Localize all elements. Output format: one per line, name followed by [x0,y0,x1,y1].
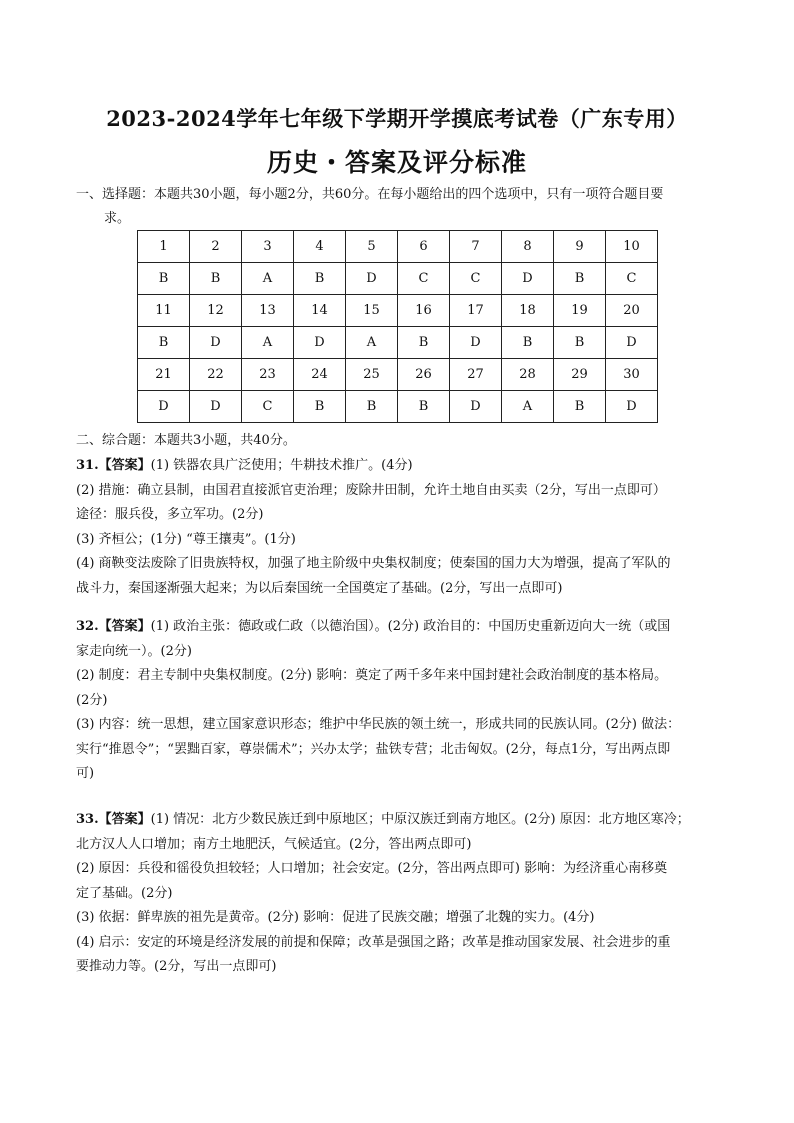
answer-letter-cell: D [190,391,242,423]
question-number-cell: 8 [502,231,554,263]
answer-letter-cell: B [138,327,190,359]
question-number-cell: 9 [554,231,606,263]
q33-line-2: 北方汉人人口增加；南方土地肥沃，气候适宜。(2分，答出两点即可) [76,836,472,852]
question-number-cell: 24 [294,359,346,391]
answer-letter-cell: B [554,391,606,423]
question-number-cell: 28 [502,359,554,391]
q33-line-5: (3) 依据：鲜卑族的祖先是黄帝。(2分) 影响：促进了民族交融；增强了北魏的实力。(4分) [76,910,595,925]
question-number-cell: 23 [242,359,294,391]
question-number-cell: 29 [554,359,606,391]
q32-line-7: 可) [76,766,95,781]
question-number-cell: 5 [346,231,398,263]
q32-line-5: (3) 内容：统一思想，建立国家意识形态；维护中华民族的领土统一，形成共同的民族认同。(2分) 做法： [76,717,681,732]
answer-letter-row [138,327,658,359]
answer-letter-cell: B [138,263,190,295]
answer-letter-cell: B [294,391,346,423]
answer-letter-cell: D [606,391,658,423]
answer-letter-cell: B [346,391,398,423]
question-32-answer [76,615,726,787]
answer-letter-row [138,263,658,295]
answer-letter-cell: B [554,327,606,359]
question-number-cell: 18 [502,295,554,327]
question-number-cell: 1 [138,231,190,263]
q31-line-2: (2) 措施：确立县制，由国君直接派官吏治理；废除井田制，允许土地自由买卖（2分，写出一点即可） [76,482,666,498]
q32-label: 32.【答案】 [76,619,151,634]
question-number-cell: 21 [138,359,190,391]
answer-letter-cell: B [398,327,450,359]
q33-line-7: 要推动力等。(2分，写出一点即可) [76,959,277,974]
answer-subtitle: 历史・答案及评分标准 [266,148,527,177]
question-number-cell: 11 [138,295,190,327]
answer-letter-cell: B [502,327,554,359]
question-number-cell: 22 [190,359,242,391]
question-number-cell: 3 [242,231,294,263]
answer-letter-cell: B [554,263,606,295]
answer-letter-cell: D [294,327,346,359]
question-number-cell: 4 [294,231,346,263]
question-number-cell: 12 [190,295,242,327]
q33-label: 33.【答案】 [76,812,151,827]
question-number-cell: 30 [606,359,658,391]
question-number-cell: 26 [398,359,450,391]
exam-title: 2023-2024学年七年级下学期开学摸底考试卷（广东专用） [106,106,688,131]
answer-letter-cell: C [606,263,658,295]
question-number-cell: 20 [606,295,658,327]
q31-line-3: 途径：服兵役，多立军功。(2分) [76,507,264,522]
question-number-cell: 19 [554,295,606,327]
question-number-cell: 17 [450,295,502,327]
section-1-heading [76,183,726,231]
q32-line-1: 32.【答案】(1) 政治主张：德政或仁政（以德治国）。(2分) 政治目的：中国历史重新迈向大一统（或国 [76,619,671,634]
q33-line-1: 33.【答案】(1) 情况：北方少数民族迁到中原地区；中原汉族迁到南方地区。(2分) 原因：北方地区寒冷； [76,812,690,827]
question-number-cell: 13 [242,295,294,327]
q31-line-6: 战斗力，秦国逐渐强大起来；为以后秦国统一全国奠定了基础。(2分，写出一点即可) [76,580,563,596]
answer-letter-cell: B [398,391,450,423]
answer-letter-cell: B [294,263,346,295]
answer-letter-cell: D [346,263,398,295]
q31-line-1: 31.【答案】(1) 铁器农具广泛使用；牛耕技术推广。(4分) [76,458,413,473]
answer-letter-cell: A [502,391,554,423]
section-2-heading: 二、综合题：本题共3小题，共40分。 [76,433,296,448]
answer-letter-cell: D [502,263,554,295]
q32-line-4: (2分) [76,692,108,708]
q32-line-3: (2) 制度：君主专制中央集权制度。(2分) 影响：奠定了两千多年来中国封建社会政治制度的基本格局。 [76,668,668,683]
answer-letter-cell: C [398,263,450,295]
answer-letter-cell: B [190,263,242,295]
question-number-cell: 14 [294,295,346,327]
question-number-cell: 10 [606,231,658,263]
q31-line-5: (4) 商鞅变法废除了旧贵族特权，加强了地主阶级中央集权制度；使秦国的国力大为增强，提高了军队的 [76,556,671,571]
q33-line-4: 定了基础。(2分) [76,885,173,901]
question-number-cell: 7 [450,231,502,263]
question-33-answer [76,808,726,980]
answer-letter-cell: D [450,391,502,423]
question-number-row [138,359,658,391]
q32-line-2: 家走向统一）。(2分) [76,643,192,659]
answer-letter-cell: C [450,263,502,295]
answer-letter-cell: A [242,263,294,295]
question-number-cell: 16 [398,295,450,327]
q33-line-3: (2) 原因：兵役和徭役负担较轻；人口增加；社会安定。(2分，答出两点即可) 影响：为经济重心南移奠 [76,861,668,876]
answer-letter-cell: C [242,391,294,423]
answer-letter-cell: D [450,327,502,359]
q31-line-4: (3) 齐桓公；(1分) “尊王攘夷”。(1分) [76,531,296,547]
question-number-cell: 25 [346,359,398,391]
answer-letter-cell: D [606,327,658,359]
section-1-line-1: 一、选择题：本题共30小题，每小题2分，共60分。在每小题给出的四个选项中，只有一项符合题目要 [76,187,664,202]
q31-label: 31.【答案】 [76,458,151,473]
question-number-row [138,295,658,327]
q33-line-6: (4) 启示：安定的环境是经济发展的前提和保障；改革是强国之路；改革是推动国家发展、社会进步的重 [76,934,671,950]
question-number-row [138,231,658,263]
answer-letter-cell: A [242,327,294,359]
answer-letter-cell: D [190,327,242,359]
section-1-line-2: 求。 [104,211,131,226]
question-number-cell: 6 [398,231,450,263]
answer-letter-row [138,391,658,423]
question-number-cell: 27 [450,359,502,391]
q32-line-6: 实行“推恩令”；“罢黜百家，尊崇儒术”；兴办太学；盐铁专营；北击匈奴。(2分，每点1分，写出两点即 [76,741,671,757]
question-number-cell: 2 [190,231,242,263]
answer-letter-cell: A [346,327,398,359]
answer-table [137,230,658,423]
question-31-answer [76,454,726,601]
question-number-cell: 15 [346,295,398,327]
answer-letter-cell: D [138,391,190,423]
